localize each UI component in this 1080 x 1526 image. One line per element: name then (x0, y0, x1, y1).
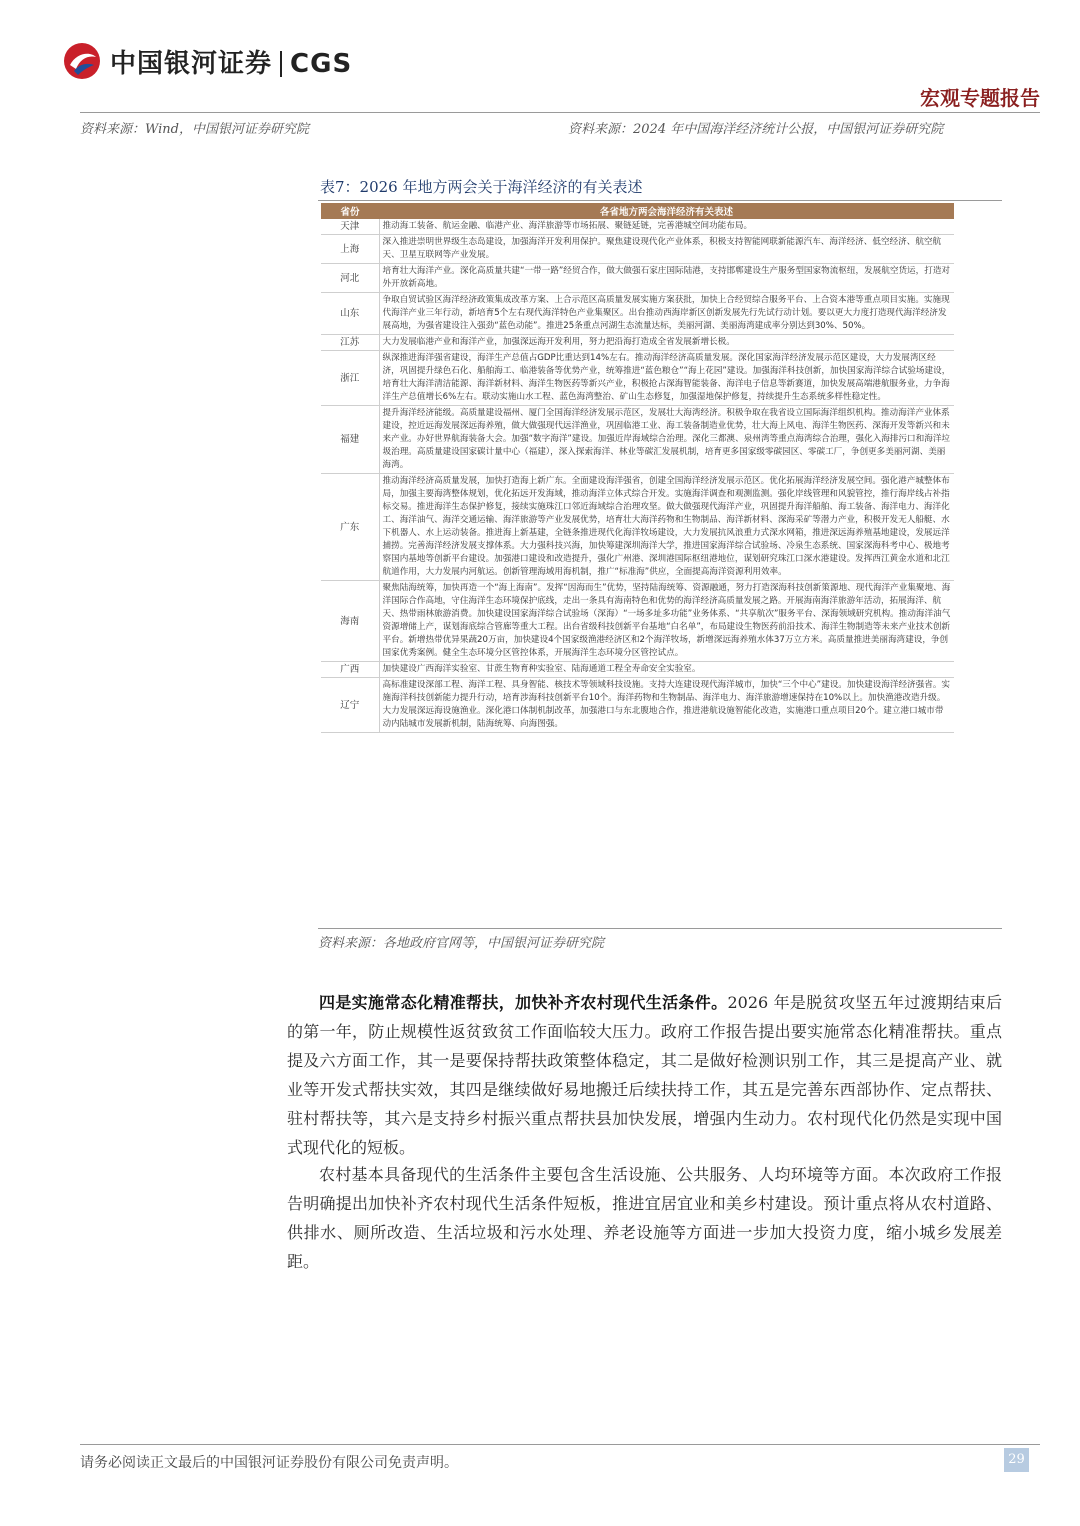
table-row (321, 474, 954, 581)
province-cell: 山东 (321, 293, 379, 335)
logo-text: 中国银河证券 (110, 48, 273, 79)
table-source-note: 资料来源：各地政府官网等，中国银河证券研究院 (318, 936, 605, 951)
paragraph-text: 2026 年是脱贫攻坚五年过渡期结束后的第一年，防止规模性返贫致贫工作面临较大压力。政府工作报告提出要实施常态化精准帮扶。重点提及六方面工作，其一是要保持帮扶政策整体稳定，其二是做好检测识别工作，其三是提高产业、就业等开发式帮扶实效，其四是继续做好易地搬迁后续扶持工作，其五是完善东西部协作、定点帮扶、驻村帮扶等，其六是支持乡村振兴重点帮扶县加快发展，增强内生动力。农村现代化仍然是实现中国式现代化的短板。 (287, 993, 1002, 1157)
content-cell: 高标准建设深部工程、海洋工程、具身智能、核技术等领域科技设施。支持大连建设现代海洋城市，加快“三个中心”建设。加快建设海洋经济强省。实施海洋科技创新能力提升行动，培育涉海科技创新平台10个。海洋药物和生物制品、海洋电力、海洋旅游增速保持在10%以上。加快渔港改造升级。大力发展深远海设施渔业。深化港口体制机制改革，加强港口与东北腹地合作，推进港航设施智能化改造，实施港口重点项目20个。建立港口城市带动内陆城市发展新机制，陆海统筹、向海图强。 (379, 678, 954, 733)
table-row (321, 219, 954, 235)
table-row (321, 335, 954, 351)
table-row (321, 406, 954, 474)
province-cell: 天津 (321, 219, 379, 235)
table-row (321, 662, 954, 678)
company-logo (62, 40, 352, 82)
table-source-divider (318, 928, 1002, 929)
source-note-left: 资料来源：Wind，中国银河证券研究院 (80, 122, 309, 137)
province-cell: 上海 (321, 235, 379, 264)
page-number: 29 (1004, 1448, 1029, 1472)
ocean-economy-table (321, 203, 954, 733)
province-cell: 辽宁 (321, 678, 379, 733)
content-cell: 大力发展临港产业和海洋产业，加强深远海开发利用，努力把沿海打造成全省发展新增长极。 (379, 335, 954, 351)
logo-abbr: CGS (290, 48, 353, 79)
content-cell: 深入推进崇明世界级生态岛建设，加强海洋开发利用保护。聚焦建设现代化产业体系，积极支持智能网联新能源汽车、海洋经济、低空经济、航空航天、卫星互联网等产业发展。 (379, 235, 954, 264)
table-container (321, 203, 954, 928)
table-row (321, 235, 954, 264)
body-paragraph-2: 农村基本具备现代的生活条件主要包含生活设施、公共服务、人均环境等方面。本次政府工作报告明确提出加快补齐农村现代生活条件短板，推进宜居宜业和美乡村建设。预计重点将从农村道路、供排水、厕所改造、生活垃圾和污水处理、养老设施等方面进一步加大投资力度，缩小城乡发展差距。 (287, 1165, 1002, 1271)
cgs-logo-icon (62, 41, 102, 81)
province-cell: 河北 (321, 264, 379, 293)
col-header-content: 各省地方两会海洋经济有关表述 (379, 203, 954, 219)
province-cell: 浙江 (321, 351, 379, 406)
report-type: 宏观专题报告 (920, 86, 1040, 110)
body-paragraph-1 (287, 988, 1002, 1162)
content-cell: 培育壮大海洋产业。深化高质量共建“一带一路”经贸合作，做大做强石家庄国际陆港，支持邯郸建设生产服务型国家物流枢纽，发展航空货运，打造对外开放新高地。 (379, 264, 954, 293)
header-divider (80, 112, 1040, 113)
footer-disclaimer: 请务必阅读正文最后的中国银河证券股份有限公司免责声明。 (80, 1455, 458, 1471)
col-header-province: 省份 (321, 203, 379, 219)
content-cell: 聚焦陆海统筹，加快再造一个“海上海南”。发挥“因海而生”优势，坚持陆海统筹、资源融通，努力打造深海科技创新策源地、现代海洋产业集聚地、海洋国际合作高地，守住海洋生态环境保护底线，走出一条具有海南特色和优势的海洋经济高质量发展之路。开展海南海洋旅游年活动，拓展海洋、航天、热带雨林旅游消费。加快建设国家海洋综合试验场（深海）“一场多址多功能”业务体系、“共享航次”服务平台、深海领域研究机构。推动海洋油气资源增储上产，谋划海底综合管廊等重大工程。出台省级科技创新平台基地“白名单”，布局建设生物医药前沿技术、海洋生物制造等未来产业技术创新平台。新增热带优异果蔬20万亩，加快建设4个国家级渔港经济区和2个海洋牧场，新增深远海养殖水体37万立方米。高质量推进美丽海湾建设，争创国家优秀案例。健全生态环境分区管控体系，开展海洋生态环境分区管控试点。 (379, 581, 954, 662)
table-row (321, 351, 954, 406)
content-cell: 提升海洋经济能级。高质量建设福州、厦门全国海洋经济发展示范区，发展壮大海湾经济。积极争取在我省设立国际海洋组织机构。推动海洋产业体系建设，控近远海发展深远海养殖，做大做强现代远洋渔业，巩固临港工业、海工装备制造业优势，壮大海上风电、海洋生物医药、深海开发等新兴和未来产业。办好世界航海装备大会。加强“数字海洋”建设。加强近岸海域综合治理。深化三都澳、泉州湾等重点海湾综合治理，强化入海排污口和海洋垃圾治理。高质量建设国家碳计量中心（福建），深入探索海洋、林业等碳汇发展机制，培育更多国家级零碳园区、零碳工厂，争创更多美丽河湖、美丽海湾。 (379, 406, 954, 474)
province-cell: 广西 (321, 662, 379, 678)
content-cell: 推动海工装备、航运金融、临港产业、海洋旅游等市场拓展、聚链延链，完善港城空间功能布局。 (379, 219, 954, 235)
content-cell: 争取自贸试验区海洋经济政策集成改革方案、上合示范区高质量发展实施方案获批，加快上合经贸综合服务平台、上合资本港等重点项目实施。实施现代海洋产业三年行动，新培育5个左右现代海洋特色产业集聚区。出台推动西海岸新区创新发展先行先试行动计划。要以更大力度打造现代海洋经济发展高地，为强省建设注入强劲“蓝色动能”。推进25条重点河湖生态流量达标，美丽河湖、美丽海湾建成率分别达到30%、50%。 (379, 293, 954, 335)
table-row (321, 581, 954, 662)
content-cell: 推动海洋经济高质量发展，加快打造海上新广东。全面建设海洋强省，创建全国海洋经济发展示范区。优化拓展海洋经济发展空间。强化港产城整体布局，加强主要海湾整体规划，优化拓远开发海域，推动海洋立体式综合开发。实施海洋调查和观测监测。强化岸线管理和风貌管控，推行海岸线占补指标交易。推进海洋生态保护修复，接续实施珠江口邻近海域综合治理攻坚。做大做强现代海洋产业，巩固提升海洋船舶、海工装备、海洋电力、海洋化工、海洋油气、海洋交通运输、海洋旅游等产业发展优势，培育壮大海洋药物和生物制品、海洋新材料、深海采矿等潜力产业，积极开发无人船艇、水下机器人、水上运动装备。推进海上新基建，全链条推进现代化海洋牧场建设，大力发展抗风浪重力式深水网箱，推进深远海养殖基地建设，发展远洋捕捞。完善海洋经济发展支撑体系。大力强科技兴海，加快筹建深圳海洋大学，推进国家海洋综合试验场、冷泉生态系统、国家深海科考中心、极地考察国内基地等创新平台建设。加强港口建设和改造提升，强化广州港、深圳港国际枢纽港地位，谋划研究珠江口深水港建设。发挥西江黄金水道和北江航道作用，大力发展内河航运。创新管理海域用海机制，推广“标准海”供应，全面提高海洋资源利用效率。 (379, 474, 954, 581)
footer-divider (80, 1444, 1040, 1445)
table-header-row (321, 203, 954, 219)
province-cell: 江苏 (321, 335, 379, 351)
province-cell: 海南 (321, 581, 379, 662)
table-caption: 表7：2026 年地方两会关于海洋经济的有关表述 (320, 178, 643, 196)
table-row (321, 293, 954, 335)
content-cell: 纵深推进海洋强省建设，海洋生产总值占GDP比重达到14%左右。推动海洋经济高质量发展。深化国家海洋经济发展示范区建设，大力发展湾区经济，巩固提升绿色石化、船舶海工、临港装备等优势产业，统筹推进“蓝色粮仓”“海上花园”建设。加强海洋科技创新，加快国家海洋综合试验场建设，培育壮大海洋清洁能源、海洋新材料、海洋生物医药等新兴产业，积极抢占深海智能装备、海洋电子信息等新赛道，加快发展高端港航服务业，力争海洋生产总值增长6%左右。联动实施山水工程、蓝色海湾整治、矿山生态修复，加强湿地保护修复，持续提升生态系统多样性稳定性。 (379, 351, 954, 406)
province-cell: 福建 (321, 406, 379, 474)
source-note-right: 资料来源：2024 年中国海洋经济统计公报，中国银河证券研究院 (568, 122, 944, 137)
paragraph-lead: 四是实施常态化精准帮扶，加快补齐农村现代生活条件。 (319, 993, 728, 1012)
province-cell: 广东 (321, 474, 379, 581)
table-row (321, 678, 954, 733)
table-row (321, 264, 954, 293)
content-cell: 加快建设广西海洋实验室、甘蔗生物育种实验室、陆海通道工程全寿命安全实验室。 (379, 662, 954, 678)
caption-divider (318, 200, 1002, 201)
